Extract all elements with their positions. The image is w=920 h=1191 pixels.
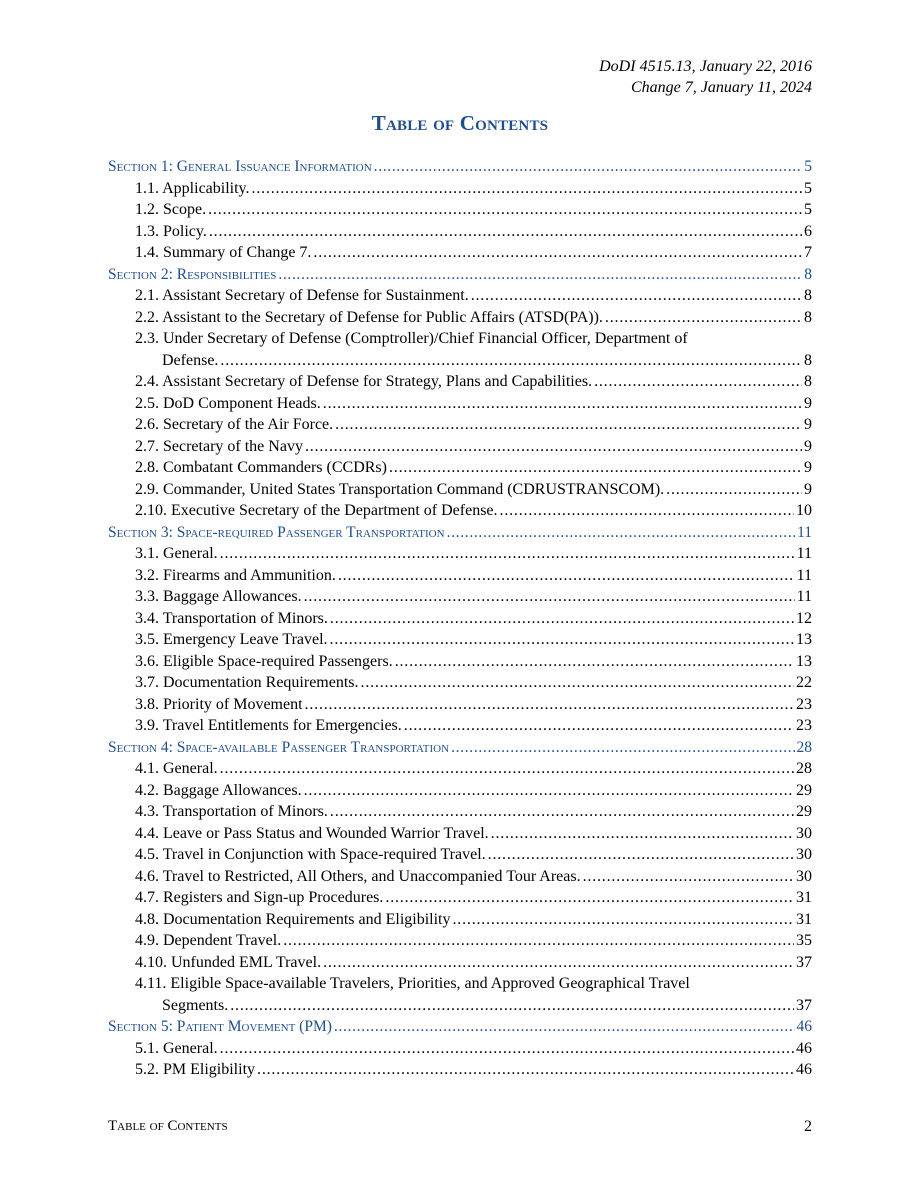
toc-entry-page: 8 [804,308,812,326]
toc-entry-page: 13 [796,631,812,648]
toc-entry-5-1[interactable] [108,1038,812,1060]
toc-entry-page: 28 [796,760,812,777]
toc-entry-page: 31 [796,910,812,928]
toc-entry-3-4[interactable] [108,608,812,630]
dot-leader [304,780,794,802]
toc-entry-2-4[interactable] [108,371,812,393]
dot-leader [471,285,802,307]
dot-leader [323,952,794,974]
toc-entry-page: 8 [804,373,812,390]
dot-leader [488,844,794,866]
toc-entry-4-2[interactable] [108,780,812,802]
toc-section-5[interactable] [108,1016,812,1038]
toc-entry-label: 2.8. Combatant Commanders (CCDRs) [135,459,387,476]
toc-entry-3-7[interactable] [108,672,812,694]
toc-entry-page: 8 [804,265,812,283]
toc-entry-3-2[interactable] [108,565,812,587]
dot-leader [220,543,795,565]
toc-entry-page: 23 [796,717,812,734]
toc-entry-page: 9 [804,394,812,412]
toc-entry-label: 3.6. Eligible Space-required Passengers. [135,652,393,670]
toc-entry-label: 4.5. Travel in Conjunction with Space-required Travel. [135,846,486,863]
toc-entry-page: 8 [804,351,812,369]
dot-leader [389,457,802,479]
dot-leader [330,608,794,630]
toc-entry-page: 29 [796,803,812,820]
toc-entry-1-4[interactable] [108,242,812,264]
toc-entry-4-10[interactable] [108,952,812,974]
toc-entry-4-9[interactable] [108,930,812,952]
dot-leader [304,586,795,608]
toc-section-4[interactable] [108,737,812,759]
dot-leader [583,866,794,888]
toc-entry-label: Section 4: Space-available Passenger Transportation [108,738,450,756]
dot-leader [374,156,803,178]
dot-leader [453,909,795,931]
toc-entry-page: 29 [796,781,812,799]
toc-section-1[interactable] [108,156,812,178]
toc-entry-page: 28 [796,738,812,756]
dot-leader [220,350,802,372]
toc-entry-label: 4.10. Unfunded EML Travel. [135,953,322,971]
toc-entry-label: 5.1. General. [135,1039,218,1057]
toc-entry-label: 3.9. Travel Entitlements for Emergencies. [135,717,402,734]
dot-leader [220,1038,794,1060]
toc-entry-label: 2.10. Executive Secretary of the Department of Defense. [135,502,498,519]
toc-entry-page: 30 [796,824,812,842]
toc-entry-label: Section 1: General Issuance Information [108,158,372,175]
dot-leader [305,436,802,458]
toc-entry-4-3[interactable] [108,801,812,823]
toc-entry-4-6[interactable] [108,866,812,888]
toc-entry-label: 2.2. Assistant to the Secretary of Defense for Public Affairs (ATSD(PA)). [135,308,603,326]
dot-leader [385,887,794,909]
dot-leader [208,199,802,221]
toc-entry-page: 9 [804,480,812,498]
toc-entry-1-1[interactable] [108,178,812,200]
toc-entry-label: 4.4. Leave or Pass Status and Wounded Warrior Travel. [135,824,489,842]
dot-leader [252,178,802,200]
dot-leader [666,479,802,501]
toc-entry-label: 2.1. Assistant Secretary of Defense for Sustainment. [135,287,469,304]
document-header [599,56,812,98]
toc-entry-label: 4.7. Registers and Sign-up Procedures. [135,889,384,906]
toc-entry-5-2[interactable] [108,1059,812,1081]
toc-entry-4-1[interactable] [108,758,812,780]
dot-leader [220,758,794,780]
dot-leader [404,715,794,737]
toc-section-3[interactable] [108,522,812,544]
toc-entry-label: 4.3. Transportation of Minors. [135,803,328,820]
toc-entry-page: 8 [804,287,812,304]
toc-entry-4-7[interactable] [108,887,812,909]
toc-entry-3-5[interactable] [108,629,812,651]
dot-leader [230,995,794,1017]
toc-entry-page: 9 [804,459,812,476]
toc-entry-label: Segments. [162,996,229,1014]
toc-entry-label: 3.2. Firearms and Ammunition. [135,566,336,584]
dot-leader [361,672,794,694]
toc-entry-label: Section 3: Space-required Passenger Transportation [108,523,445,541]
toc-entry-page: 46 [796,1061,812,1078]
toc-entry-label: 2.7. Secretary of the Navy [135,437,303,455]
toc-entry-3-3[interactable] [108,586,812,608]
toc-entry-label: 5.2. PM Eligibility [135,1061,256,1078]
page-title: Table of Contents [371,111,549,135]
toc-entry-label: 3.4. Transportation of Minors. [135,609,328,627]
dot-leader [257,1059,794,1081]
dot-leader [330,629,794,651]
toc-entry-page: 10 [796,502,812,519]
toc-entry-label: 3.7. Documentation Requirements. [135,674,359,691]
toc-entry-label: 4.9. Dependent Travel. [135,932,282,949]
toc-entry-label: 4.1. General. [135,760,218,777]
toc-entry-label: 3.1. General. [135,545,218,562]
toc-entry-label: 4.2. Baggage Allowances. [135,781,302,799]
dot-leader [209,221,802,243]
dot-leader [338,565,795,587]
toc-entry-label: 2.4. Assistant Secretary of Defense for Strategy, Plans and Capabilities. [135,373,593,390]
toc-entry-4-8[interactable] [108,909,812,931]
toc-entry-2-9[interactable] [108,479,812,501]
toc-entry-3-9[interactable] [108,715,812,737]
toc-entry-page: 37 [796,996,812,1014]
toc-entry-page: 9 [804,437,812,455]
dot-leader [447,522,795,544]
toc-entry-2-5[interactable] [108,393,812,415]
dot-leader [395,651,794,673]
dot-leader [605,307,802,329]
toc-entry-label: 4.6. Travel to Restricted, All Others, and Unaccompanied Tour Areas. [135,867,581,885]
toc-entry-page: 31 [796,889,812,906]
toc-entry-2-6[interactable] [108,414,812,436]
toc-entry-page: 11 [796,566,812,584]
toc-entry-label: 4.8. Documentation Requirements and Eligibility [135,910,451,928]
page-number: 2 [804,1118,812,1135]
toc-entry-label: 2.6. Secretary of the Air Force. [135,416,334,433]
dot-leader [334,1016,795,1038]
toc-entry-page: 37 [796,953,812,971]
toc-entry-page: 5 [804,201,812,218]
dot-leader [313,242,802,264]
toc-entry-label: 3.5. Emergency Leave Travel. [135,631,328,648]
toc-entry-label: Section 2: Responsibilities [108,265,277,283]
footer-section-label: Table of Contents [108,1118,228,1134]
toc-entry-label: 3.3. Baggage Allowances. [135,588,302,605]
toc-entry-4-5[interactable] [108,844,812,866]
toc-entry-label: 3.8. Priority of Movement [135,695,303,713]
toc-entry-page: 9 [804,416,812,433]
toc-entry-page: 11 [796,545,812,562]
toc-entry-page: 35 [796,932,812,949]
toc-entry-3-8[interactable] [108,694,812,716]
toc-entry-page: 23 [796,695,812,713]
header-issuance-line: DoDI 4515.13, January 22, 2016 [599,58,812,75]
toc-entry-page: 6 [804,222,812,240]
toc-entry-2-8[interactable] [108,457,812,479]
toc-entry-4-11-line1[interactable]: 4.11. Eligible Space-available Travelers, Priorities, and Approved Geographical Travel [135,975,690,992]
toc-entry-label: 1.1. Applicability. [135,179,250,197]
toc-entry-label: 1.4. Summary of Change 7. [135,244,312,261]
toc-entry-label: Defense. [162,351,219,369]
toc-entry-1-2[interactable] [108,199,812,221]
toc-entry-page: 11 [797,523,812,541]
dot-leader [278,264,802,286]
toc-entry-2-3[interactable] [108,350,812,372]
table-of-contents [108,156,812,1081]
toc-entry-2-1[interactable] [108,285,812,307]
toc-entry-2-10[interactable] [108,500,812,522]
dot-leader [335,414,802,436]
toc-entry-page: 12 [796,609,812,627]
dot-leader [491,823,794,845]
dot-leader [283,930,794,952]
toc-entry-2-2[interactable] [108,307,812,329]
toc-entry-page: 7 [804,244,812,261]
toc-entry-2-7[interactable] [108,436,812,458]
toc-entry-label: 2.5. DoD Component Heads. [135,394,321,412]
toc-entry-page: 5 [804,158,812,175]
toc-entry-3-1[interactable] [108,543,812,565]
toc-entry-label: Section 5: Patient Movement (PM) [108,1018,332,1035]
dot-leader [305,694,794,716]
dot-leader [323,393,802,415]
dot-leader [330,801,794,823]
toc-entry-label: 1.3. Policy. [135,222,207,240]
toc-entry-3-6[interactable] [108,651,812,673]
dot-leader [500,500,794,522]
toc-entry-1-3[interactable] [108,221,812,243]
dot-leader [594,371,802,393]
dot-leader [451,737,794,759]
toc-entry-label: 1.2. Scope. [135,201,207,218]
toc-entry-label: 2.9. Commander, United States Transportation Command (CDRUSTRANSCOM). [135,480,665,498]
toc-entry-page: 11 [796,588,812,605]
toc-entry-4-11[interactable] [108,995,812,1017]
toc-entry-page: 30 [796,867,812,885]
toc-entry-page: 13 [796,652,812,670]
toc-section-2[interactable] [108,264,812,286]
toc-entry-page: 46 [796,1018,812,1035]
header-change-line: Change 7, January 11, 2024 [630,79,812,96]
toc-entry-4-4[interactable] [108,823,812,845]
toc-entry-page: 22 [796,674,812,691]
toc-entry-page: 5 [804,179,812,197]
toc-entry-2-3-line1[interactable]: 2.3. Under Secretary of Defense (Comptroller)/Chief Financial Officer, Department of [135,330,688,347]
toc-entry-page: 46 [796,1039,812,1057]
toc-entry-page: 30 [796,846,812,863]
